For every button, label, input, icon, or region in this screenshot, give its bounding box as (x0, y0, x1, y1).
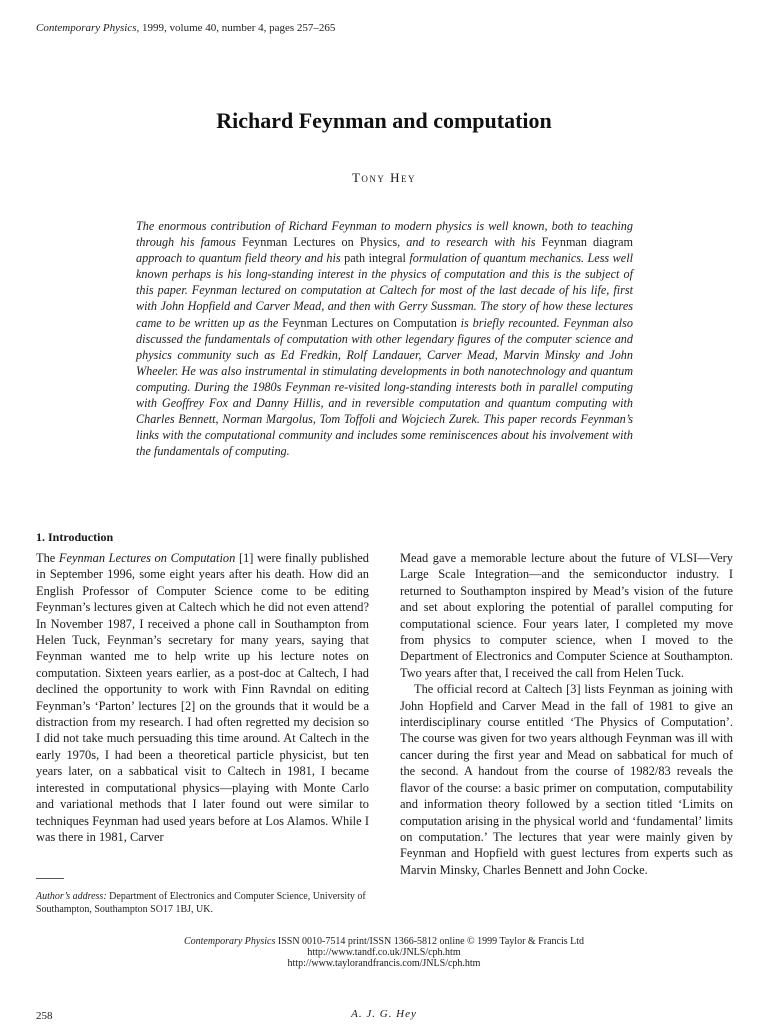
abstract-text: The enormous contribution of Richard Feynman to modern physics is well known, both to teaching through his famous (136, 219, 633, 250)
journal-header (36, 22, 335, 34)
abstract-text: formulation of quantum mechanics. Less well known perhaps is his long-standing interest in the physics of computation and this is the subject of this paper. Feynman lectured on computation at Caltech for most of the last decade of his life, first with John Hopfield and Carver Mead, and then with Gerry Sussman. The story of how these lectures came to be written up as the (136, 251, 633, 330)
abstract-path-integral-term: path integral (344, 251, 406, 266)
page-number: 258 (36, 1010, 53, 1022)
publication-info (0, 936, 768, 969)
abstract-computation-title: Feynman Lectures on Computation (282, 315, 457, 330)
publication-journal: Contemporary Physics (183, 936, 276, 947)
abstract-text: and to research with his (400, 235, 542, 250)
abstract-diagram-term: Feynman diagram (541, 235, 633, 250)
abstract-text: is briefly recounted. Feynman also discussed the fundamentals of computation with other legendary figures of the computer science and physics community such as Ed Fredkin, Rolf Landauer, Carver Mead, Marvin Minsky and John Wheeler. He was also instrumental in stimulating developments in both nanotechnology and quantum computing. During the 1980s Feynman re-visited long-standing interests both in parallel computing with Geoffrey Fox and Danny Hillis, and in reversible computation and quantum computing with Charles Bennett, Norman Margolus, Tom Toffoli and Wojciech Zurek. This paper records Feynman’s links with the computational community and includes some reminiscences about his involvement with the fundamentals of computing. (136, 315, 633, 459)
issn-text: ISSN 0010-7514 print/ISSN 1366-5812 online © 1999 Taylor & Francis Ltd (275, 936, 585, 947)
running-head: A. J. G. Hey (351, 1008, 417, 1020)
author-address-footnote (36, 890, 371, 916)
footnote-text: Department of Electronics and Computer Science, University of Southampton, Southampton SO17 1BJ, UK. (36, 891, 366, 915)
issn-line (0, 936, 768, 947)
journal-name: Contemporary Physics, (36, 22, 140, 34)
paragraph (36, 550, 369, 845)
section-heading-introduction: 1. Introduction (36, 530, 114, 544)
paper-title: Richard Feynman and computation (216, 108, 552, 133)
abstract-text: approach to quantum field theory and his (136, 251, 345, 266)
footnote-rule (36, 878, 64, 879)
journal-link-taylorandfrancis[interactable]: http://www.taylorandfrancis.com/JNLS/cph.htm (287, 958, 481, 969)
abstract (136, 218, 633, 459)
paragraph-text: The (36, 551, 59, 565)
journal-details: 1999, volume 40, number 4, pages 257–265 (139, 22, 336, 34)
author-name: Tony Hey (351, 170, 417, 185)
paragraph: The official record at Caltech [3] lists Feynman as joining with John Hopfield and Carver Mead in the fall of 1981 to give an interdisciplinary course entitled ‘The Physics of Computation’. The course was given for two years although Feynman was ill with cancer during the first year and Mead on sabbatical for much of the second. A handout from the course of 1982/83 reveals the flavor of the course: a basic primer on computation, computability and information theory followed by a section titled ‘Limits on computation arising in the physical world and ‘fundamental’ limits on computation.’ The lectures that year were mainly given by Feynman and Hopfield with guest lectures from experts such as Marvin Minsky, Charles Bennett and John Cocke. (400, 682, 733, 877)
abstract-lectures-title: Feynman Lectures on Physics, (241, 235, 401, 250)
book-title: Feynman Lectures on Computation (58, 551, 236, 565)
left-column (36, 550, 369, 845)
paragraph-text: [1] were finally published in September 1996, some eight years after his death. How did an English Professor of Computer Science come to be editing Feynman’s lectures given at Caltech which he did not even attend? In November 1987, I received a phone call in Southampton from Helen Tuck, Feynman’s secretary for many years, saying that Feynman wanted me to help write up his lecture notes on computation. Sixteen years earlier, as a post-doc at Caltech, I had declined the opportunity to work with Finn Ravndal on editing Feynman’s ‘Parton’ lectures [2] on the grounds that it would be a distraction from my research. I had often regretted my decision so I did not take much persuading this time around. At Caltech in the early 1970s, I had been a theoretical particle physicist, but ten years later, on a sabbatical visit to Caltech in 1981, I became interested in computational physics—playing with Monte Carlo and variational methods that I later found out were similar to techniques Feynman had used years before at Los Alamos. While I was there in 1981, Carver (36, 551, 369, 844)
paragraph: Mead gave a memorable lecture about the future of VLSI—Very Large Scale Integration—and the semiconductor industry. I returned to Southampton inspired by Mead’s vision of the future and set about exploring the potential of parallel computing for computational science. Four years later, I completed my move from physics to computer science, when I moved to the Department of Electronics and Computer Science at Southampton. Two years after that, I received the call from Helen Tuck. (400, 551, 733, 680)
right-column (400, 550, 733, 878)
footnote-label: Author’s address: (36, 891, 107, 902)
journal-link-tandf[interactable]: http://www.tandf.co.uk/JNLS/cph.htm (307, 947, 461, 958)
